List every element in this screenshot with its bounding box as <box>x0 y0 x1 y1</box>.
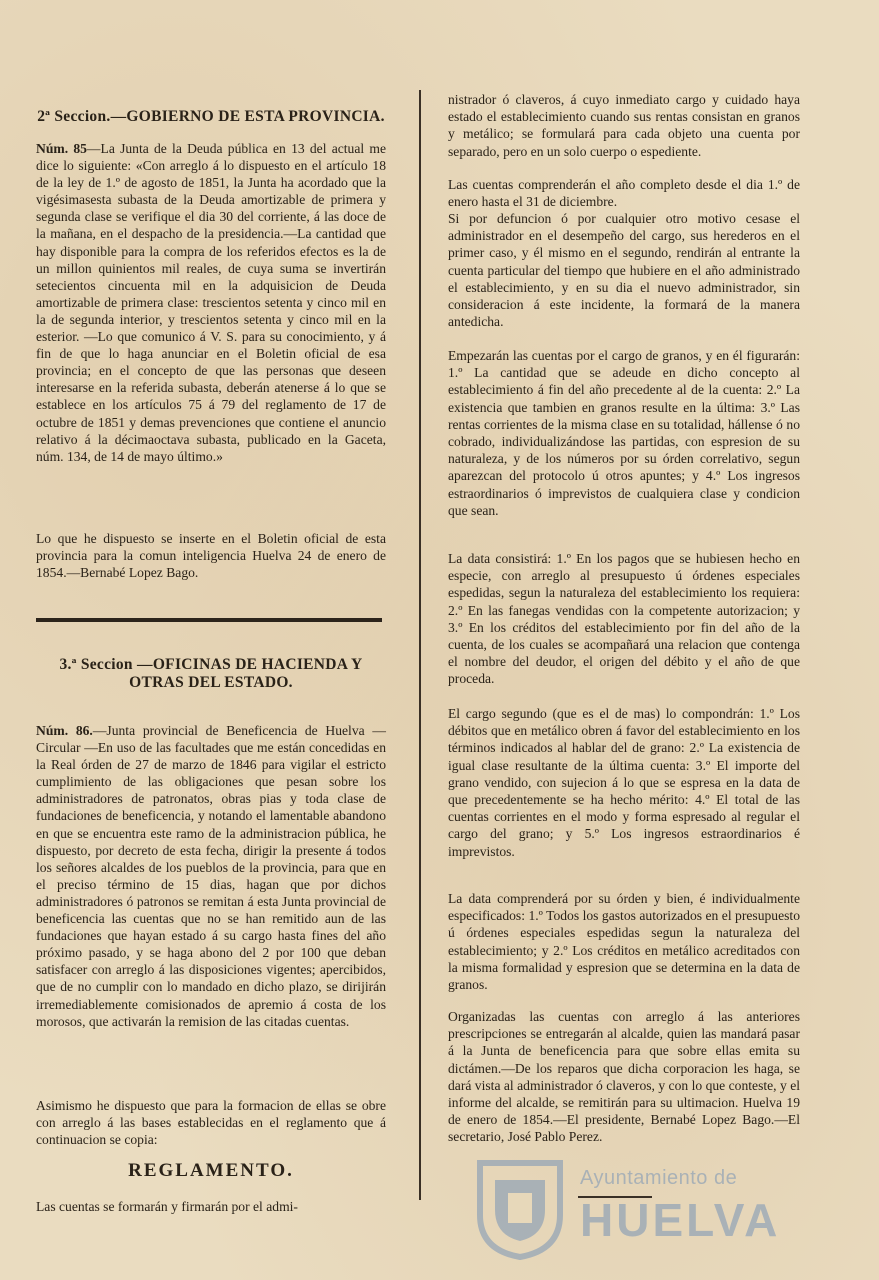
reglamento-para-8: Organizadas las cuentas con arreglo á las anteriores prescripciones se entregarán al alcalde, quien las mandará pasar á la Junta de beneficencia para que sobre ellas emita su dictámen.—De los reparos que dicha corporacion les haga, se dará vista al administrador ó claveros, y con lo que conteste, y el informe del alcalde, se remitirán para su ultimacion. Huelva 19 de enero de 1854.—El presidente, Bernabé Lopez Bago.—El secretario, José Pablo Perez. <box>448 1009 800 1145</box>
notice-86 <box>36 722 386 1030</box>
reglamento-first-line: Las cuentas se formarán y firmarán por el admi- <box>36 1199 298 1214</box>
notice-85 <box>36 140 386 465</box>
column-rule <box>419 90 421 1200</box>
city-seal-icon <box>470 1155 570 1260</box>
notice-86-closing: Asimismo he dispuesto que para la formacion de ellas se obre con arreglo á las bases establecidas en el reglamento que á continuacion se copia: <box>36 1098 386 1148</box>
section-3-title-line1: 3.ª Seccion —OFICINAS DE HACIENDA Y <box>59 656 363 673</box>
section-3-title-line2: OTRAS DEL ESTADO. <box>129 674 293 691</box>
reglamento-para-2: Las cuentas comprenderán el año completo desde el dia 1.º de enero hasta el 31 de diciembre. <box>448 177 800 210</box>
reglamento-para-7: La data comprenderá por su órden y bien, é individualmente especificados: 1.º Todos los gastos autorizados en el presupuesto ú órdenes especiales espedidas segun la naturaleza del establecimiento; y 2.º Los créditos en metálico acreditados con la misma formalidad y espresion que se determina en la data de granos. <box>448 891 800 993</box>
watermark <box>470 1155 810 1265</box>
section-divider <box>36 618 382 622</box>
watermark-line1: Ayuntamiento de <box>580 1167 738 1189</box>
notice-86-body: —Junta provincial de Beneficencia de Huelva —Circular —En uso de las facultades que me están concedidas en la Real órden de 27 de marzo de 1846 para vigilar el estricto cumplimiento de las obligaciones que pesan sobre los administradores de patronatos, obras pias y toda clase de fundaciones de beneficencia, y notando el lamentable abandono en que se encuentra este ramo de la administracion pública, he dispuesto, por decreto de esta fecha, dirigir la presente á todos los señores alcaldes de los pueblos de la provincia, para que en el preciso término de 15 dias, hagan que por dichos administradores ó patronos se remitan á esta Junta provincial de beneficencia las cuentas que no se han remitido aun de las fundaciones que hayan estado á su cargo hasta fines del año próximo pasado, y se haga abono del 2 por 100 que deban satisfacer con arreglo á las disposiciones vigentes; apercibidos, que de no cumplir con lo mandado en dicho plazo, se dirijirán irremediablemente comisionados de apremio á costa de los morosos, que activarán la remision de las citadas cuentas. <box>36 723 386 1029</box>
reglamento-heading: REGLAMENTO. <box>128 1160 294 1181</box>
reglamento-para-1: nistrador ó claveros, á cuyo inmediato cargo y cuidado haya estado el establecimiento cuando sus rentas consistan en granos y metálico; se formulará para cada objeto una cuenta por separado, pero en un solo cuerpo o espediente. <box>448 92 800 159</box>
reglamento-para-6: El cargo segundo (que es el de mas) lo compondrán: 1.º Los débitos que en metálico obren á favor del establecimiento en los términos indicados al hablar del de grano: 2.º La existencia de igual clase resultante de la última cuenta: 3.º El importe del grano vendido, con sujecion á lo que se espresa en la data de que precedentemente se ha hecho mérito: 4.º El total de las cuentas corrientes en el modo y forma espresado al regular el cargo del grano; y 5.º Los ingresos estraordinarios é imprevistos. <box>448 706 800 859</box>
reglamento-para-3: Si por defuncion ó por cualquier otro motivo cesase el administrador en el desempeño del cargo, sus herederos en el primer caso, y él mismo en el segundo, rendirán al entrante la cuenta particular del tiempo que hubiere en el año administrado el establecimiento, y en su dia el nuevo administrador, sin consideracion á este incidente, la formará de la manera antedicha. <box>448 211 800 330</box>
notice-86-number: Núm. 86. <box>36 723 93 738</box>
reglamento-para-4: Empezarán las cuentas por el cargo de granos, y en él figurarán: 1.º La cantidad que se adeude en dicho concepto al establecimiento á fin del año precedente al de la cuenta: 2.º La existencia que tambien en granos resulte en la última: 3.º Las rentas corrientes de la misma clase en su totalidad, hállense ó no cobrado, individualizándose las partidas, con espresion de su naturaleza, y de los números por su órden correlativo, segun aparezcan del protocolo ú otros apuntes; y 4.º Los ingresos estraordinarios ó imprevistos de cualquiera clase y condicion que sean. <box>448 348 800 518</box>
notice-85-closing: Lo que he dispuesto se inserte en el Boletin oficial de esta provincia para la comun inteligencia Huelva 24 de enero de 1854.—Bernabé Lopez Bago. <box>36 531 386 581</box>
reglamento-para-5: La data consistirá: 1.º En los pagos que se hubiesen hecho en especie, con arreglo al presupuesto ú órdenes especiales espedidas, segun la naturaleza del establecimiento los requiera: 2.º En las fanegas vendidas con la competente autorizacion; y 3.º En los créditos del establecimiento por fin del año de la cuenta, de los cuales se acompañará una relacion que contenga el nombre del deudor, el origen del débito y el año de que proceda. <box>448 551 800 687</box>
notice-85-body: —La Junta de la Deuda pública en 13 del actual me dice lo siguiente: «Con arreglo á lo dispuesto en el artículo 18 de la ley de 1.º de agosto de 1851, la Junta ha acordado que la vigésimasesta subasta de la Deuda amortizable de primera y segunda clase se verifique el dia 30 del corriente, á las doce de la mañana, en el despacho de la presidencia.—La cantidad que hay disponible para la compra de los referidos efectos es la de un millon quinientos mil reales, de cuya suma se invertirán setecientos cincuenta mil en la adquisicion de Deuda amortizable de primera clase: trescientos setenta y cinco mil en la de segunda interior, y trescientos setenta y cinco mil en la esterior. —Lo que comunico á V. S. para su conocimiento, y á fin de que lo haga anunciar en el Boletin oficial de esa provincia; en el concepto de que las personas que deseen interesarse en la referida subasta, deberán atenerse á lo que se establece en los artículos 75 á 79 del reglamento de 17 de octubre de 1851 y demas prevenciones que contiene el anuncio relativo á la décimaoctava subasta, publicado en la Gaceta, núm. 134, de 14 de mayo último.» <box>36 141 386 464</box>
watermark-line2: HUELVA <box>580 1194 781 1246</box>
notice-85-number: Núm. 85 <box>36 141 87 156</box>
section-2-title: 2ª Seccion.—GOBIERNO DE ESTA PROVINCIA. <box>37 108 385 125</box>
